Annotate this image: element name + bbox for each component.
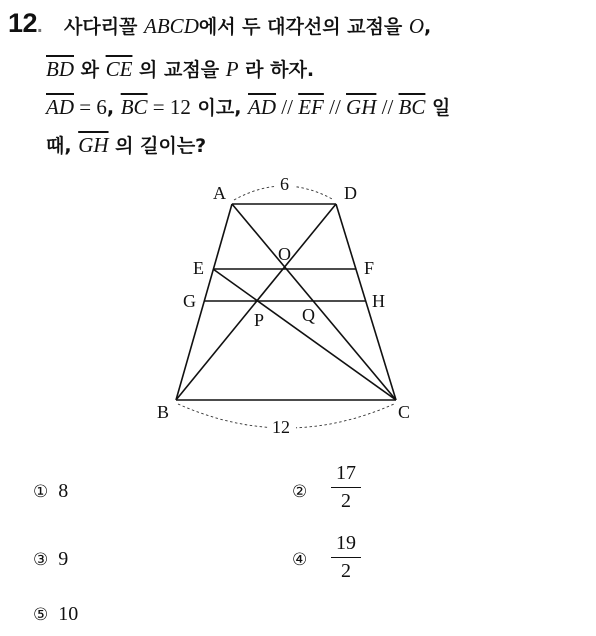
- choice-value: 10: [58, 603, 79, 625]
- label-G: G: [183, 291, 196, 311]
- choice-4-fraction: [331, 532, 361, 583]
- top-length-label: 6: [280, 174, 289, 194]
- choice-4[interactable]: [292, 548, 317, 571]
- choice-mark: ②: [292, 482, 308, 502]
- choice-mark: ④: [292, 550, 308, 570]
- label-H: H: [372, 291, 385, 311]
- choice-5[interactable]: [33, 603, 78, 626]
- choice-mark: ③: [33, 550, 49, 570]
- choice-mark: ①: [33, 482, 49, 502]
- bottom-length-label: 12: [272, 417, 290, 437]
- label-Q: Q: [302, 305, 315, 325]
- choice-value: 8: [58, 480, 69, 502]
- fraction-denominator: 2: [341, 490, 351, 512]
- label-O: O: [278, 244, 291, 264]
- fraction-numerator: 17: [331, 462, 361, 488]
- question-number: 12.: [8, 8, 43, 38]
- label-A: A: [213, 183, 226, 203]
- segment-DC: [336, 204, 396, 400]
- fraction-numerator: 19: [331, 532, 361, 558]
- label-B: B: [157, 402, 170, 422]
- choice-1[interactable]: [33, 480, 68, 503]
- question-line-4: 때, $\overline{GH}$ 의 길이는?: [46, 133, 207, 157]
- segment-CE: [213, 269, 396, 400]
- label-P: P: [254, 310, 265, 330]
- question-line-2: $\overline{BD}$ 와 $\overline{CE}$ 의 교점을 P 라 하자.: [46, 57, 315, 81]
- choice-value: 9: [58, 548, 69, 570]
- choice-2-fraction: [331, 462, 361, 513]
- question-line-1: 사다리꼴 ABCD에서 두 대각선의 교점을 O,: [64, 14, 432, 38]
- fraction-denominator: 2: [341, 560, 351, 582]
- choice-mark: ⑤: [33, 605, 49, 625]
- question-line-3: $\overline{AD} = 6$, $\overline{BC} = 12$ 이고, $\overline{AD} // \overline{EF} // \overline{GH} // \overline{BC}$ 일: [46, 95, 451, 119]
- label-E: E: [193, 258, 204, 278]
- label-C: C: [398, 402, 411, 422]
- label-F: F: [364, 258, 375, 278]
- label-D: D: [344, 183, 357, 203]
- choice-2[interactable]: [292, 480, 317, 503]
- choice-3[interactable]: [33, 548, 68, 571]
